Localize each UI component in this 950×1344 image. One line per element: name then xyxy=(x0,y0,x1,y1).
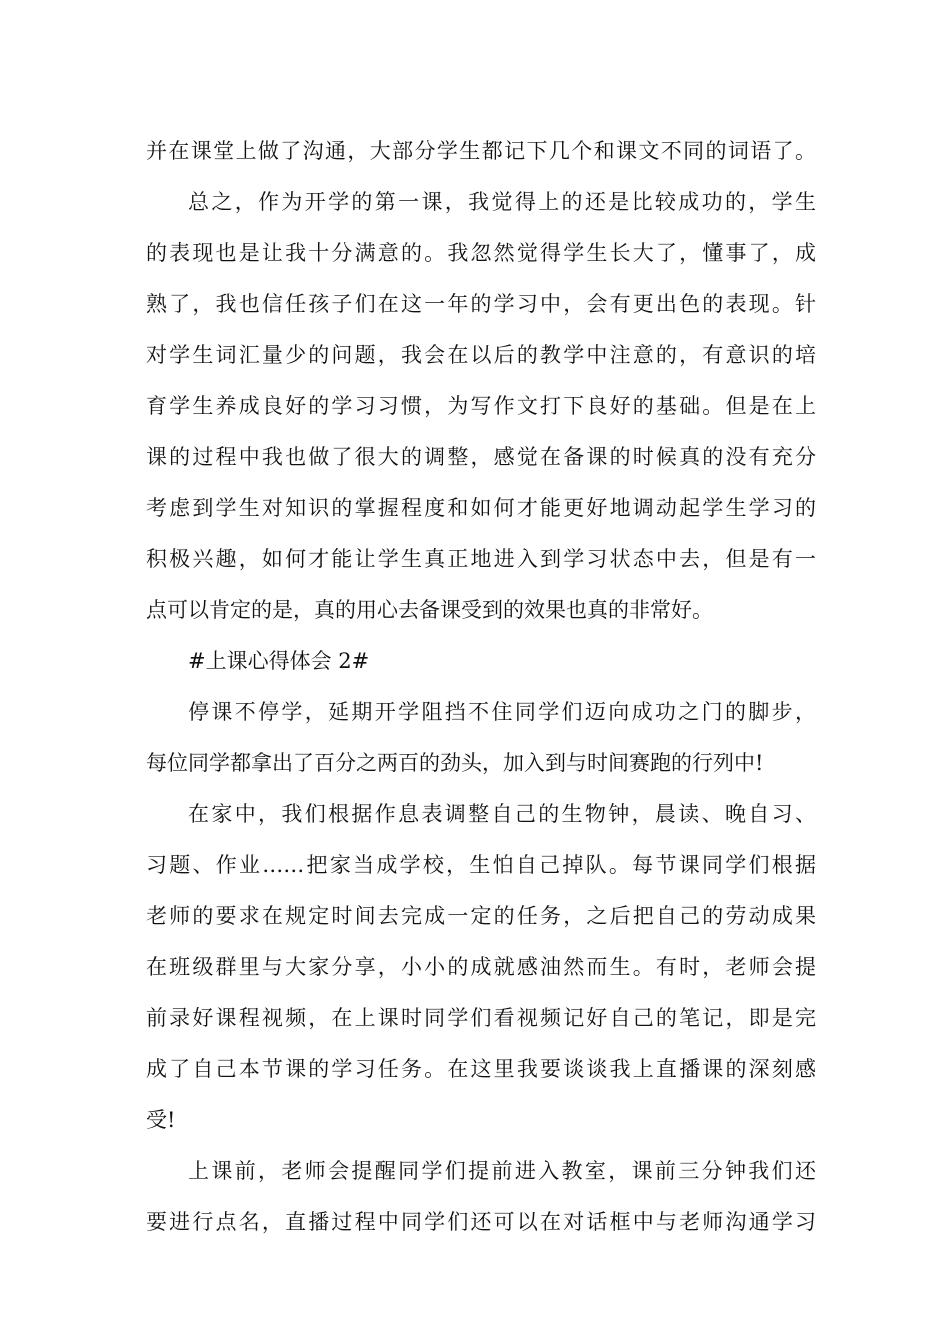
text-line: 积极兴趣，如何才能让学生真正地进入到学习状态中去，但是有一 xyxy=(146,547,816,571)
text-line: 每位同学都拿出了百分之两百的劲头，加入到与时间赛跑的行列中! xyxy=(146,751,764,775)
text-line: 在家中，我们根据作息表调整自己的生物钟，晨读、晚自习、 xyxy=(188,802,816,826)
text-line: 习题、作业……把家当成学校，生怕自己掉队。每节课同学们根据 xyxy=(146,853,816,877)
text-line: 的表现也是让我十分满意的。我忽然觉得学生长大了，懂事了，成 xyxy=(146,241,816,265)
text-line: 停课不停学，延期开学阻挡不住同学们迈向成功之门的脚步， xyxy=(188,700,816,724)
text-line: 总之，作为开学的第一课，我觉得上的还是比较成功的，学生 xyxy=(188,190,816,214)
text-line: 育学生养成良好的学习习惯，为写作文打下良好的基础。但是在上 xyxy=(146,394,816,418)
text-line: 上课前，老师会提醒同学们提前进入教室，课前三分钟我们还 xyxy=(188,1159,816,1183)
text-line: 并在课堂上做了沟通，大部分学生都记下几个和课文不同的词语了。 xyxy=(146,139,816,163)
text-line: 前录好课程视频，在上课时同学们看视频记好自己的笔记，即是完 xyxy=(146,1006,816,1030)
text-line: 成了自己本节课的学习任务。在这里我要谈谈我上直播课的深刻感 xyxy=(146,1057,816,1081)
text-line: 点可以肯定的是，真的用心去备课受到的效果也真的非常好。 xyxy=(146,598,713,622)
text-line: 课的过程中我也做了很大的调整，感觉在备课的时候真的没有充分 xyxy=(146,445,816,469)
text-line: 考虑到学生对知识的掌握程度和如何才能更好地调动起学生学习的 xyxy=(146,496,816,520)
text-line: 要进行点名，直播过程中同学们还可以在对话框中与老师沟通学习 xyxy=(146,1210,816,1234)
section-heading: #上课心得体会 2# xyxy=(188,649,370,673)
text-line: 受! xyxy=(146,1108,176,1132)
text-line: 熟了，我也信任孩子们在这一年的学习中，会有更出色的表现。针 xyxy=(146,292,816,316)
text-line: 对学生词汇量少的问题，我会在以后的教学中注意的，有意识的培 xyxy=(146,343,816,367)
text-line: 在班级群里与大家分享，小小的成就感油然而生。有时，老师会提 xyxy=(146,955,816,979)
text-line: 老师的要求在规定时间去完成一定的任务，之后把自己的劳动成果 xyxy=(146,904,816,928)
